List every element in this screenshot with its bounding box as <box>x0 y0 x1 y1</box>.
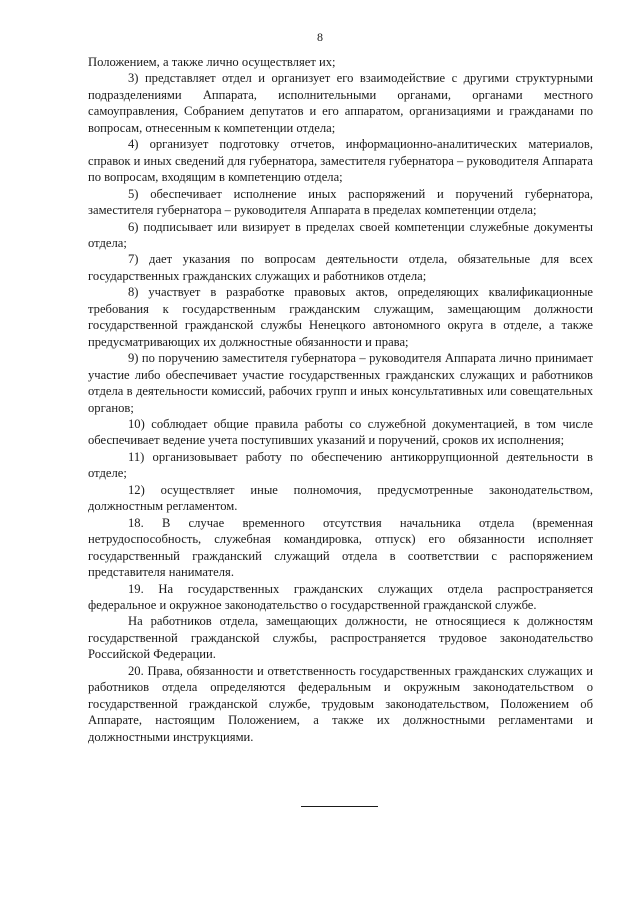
page-number: 8 <box>317 30 323 44</box>
list-item-6: 6) подписывает или визирует в пределах своей компетенции служебные документы отдела; <box>88 219 593 250</box>
list-item-8: 8) участвует в разработке правовых актов, определяющих квалификационные требования к государственным гражданским служащим, замещающим должности государственной гражданской службы Ненецкого автономного округа в отделе, а также предусматривающих их должностные обязанности и права; <box>88 285 593 349</box>
list-item-11: 11) организовывает работу по обеспечению антикоррупционной деятельности в отделе; <box>88 449 593 481</box>
list-item-5: 5) обеспечивает исполнение иных распоряжений и поручений губернатора, заместителя губернатора – руководителя Аппарата в пределах компетенции отдела; <box>88 186 593 218</box>
list-item-12: 12) осуществляет иные полномочия, предусмотренные законодательством, должностным регламентом. <box>88 482 593 514</box>
list-item-3: 3) представляет отдел и организует его взаимодействие с другими структурными подразделениями Аппарата, исполнительными органами, органами местного самоуправления, Собранием депутатов и его аппаратом, организациями и гражданами по вопросам, отнесенным к компетенции отдела; <box>88 71 593 135</box>
clause-19: 19. На государственных гражданских служащих отдела распространяется федеральное и окружное законодательство о государственной гражданской службе. <box>88 581 593 612</box>
list-item-4: 4) организует подготовку отчетов, информационно-аналитических материалов, справок и иных сведений для губернатора, заместителя губернатора – руководителя Аппарата по вопросам, входящим в компетенцию отдела; <box>88 137 593 185</box>
clause-18: 18. В случае временного отсутствия начальника отдела (временная нетрудоспособность, служебная командировка, отпуск) его обязанности исполняет государственный гражданский служащий отдела в соответствии с распоряжением представителя нанимателя. <box>88 515 593 580</box>
paragraph-continuation: Положением, а также лично осуществляет их; <box>88 55 336 69</box>
end-separator-line <box>301 806 378 807</box>
clause-19-workers: На работников отдела, замещающих должности, не относящиеся к должностям государственной гражданской службы, распространяется трудовое законодательство Российской Федерации. <box>88 614 593 662</box>
list-item-7: 7) дает указания по вопросам деятельности отдела, обязательные для всех государственных гражданских служащих и работников отдела; <box>88 252 593 283</box>
list-item-10: 10) соблюдает общие правила работы со служебной документацией, в том числе обеспечивает ведение учета поступивших указаний и поручений, сроков их исполнения; <box>88 416 593 448</box>
document-body <box>88 54 593 745</box>
list-item-9: 9) по поручению заместителя губернатора – руководителя Аппарата лично принимает участие либо обеспечивает участие государственных гражданских служащих и работников отдела в деятельности комиссий, рабочих групп и иных консультативных или совещательных органов; <box>88 351 593 415</box>
clause-20: 20. Права, обязанности и ответственность государственных гражданских служащих и работников отдела определяются федеральным и окружным законодательством о государственной гражданской службе, трудовым законодательством, Положением об Аппарате, настоящим Положением, а также их должностными регламентами и должностными инструкциями. <box>88 663 593 744</box>
